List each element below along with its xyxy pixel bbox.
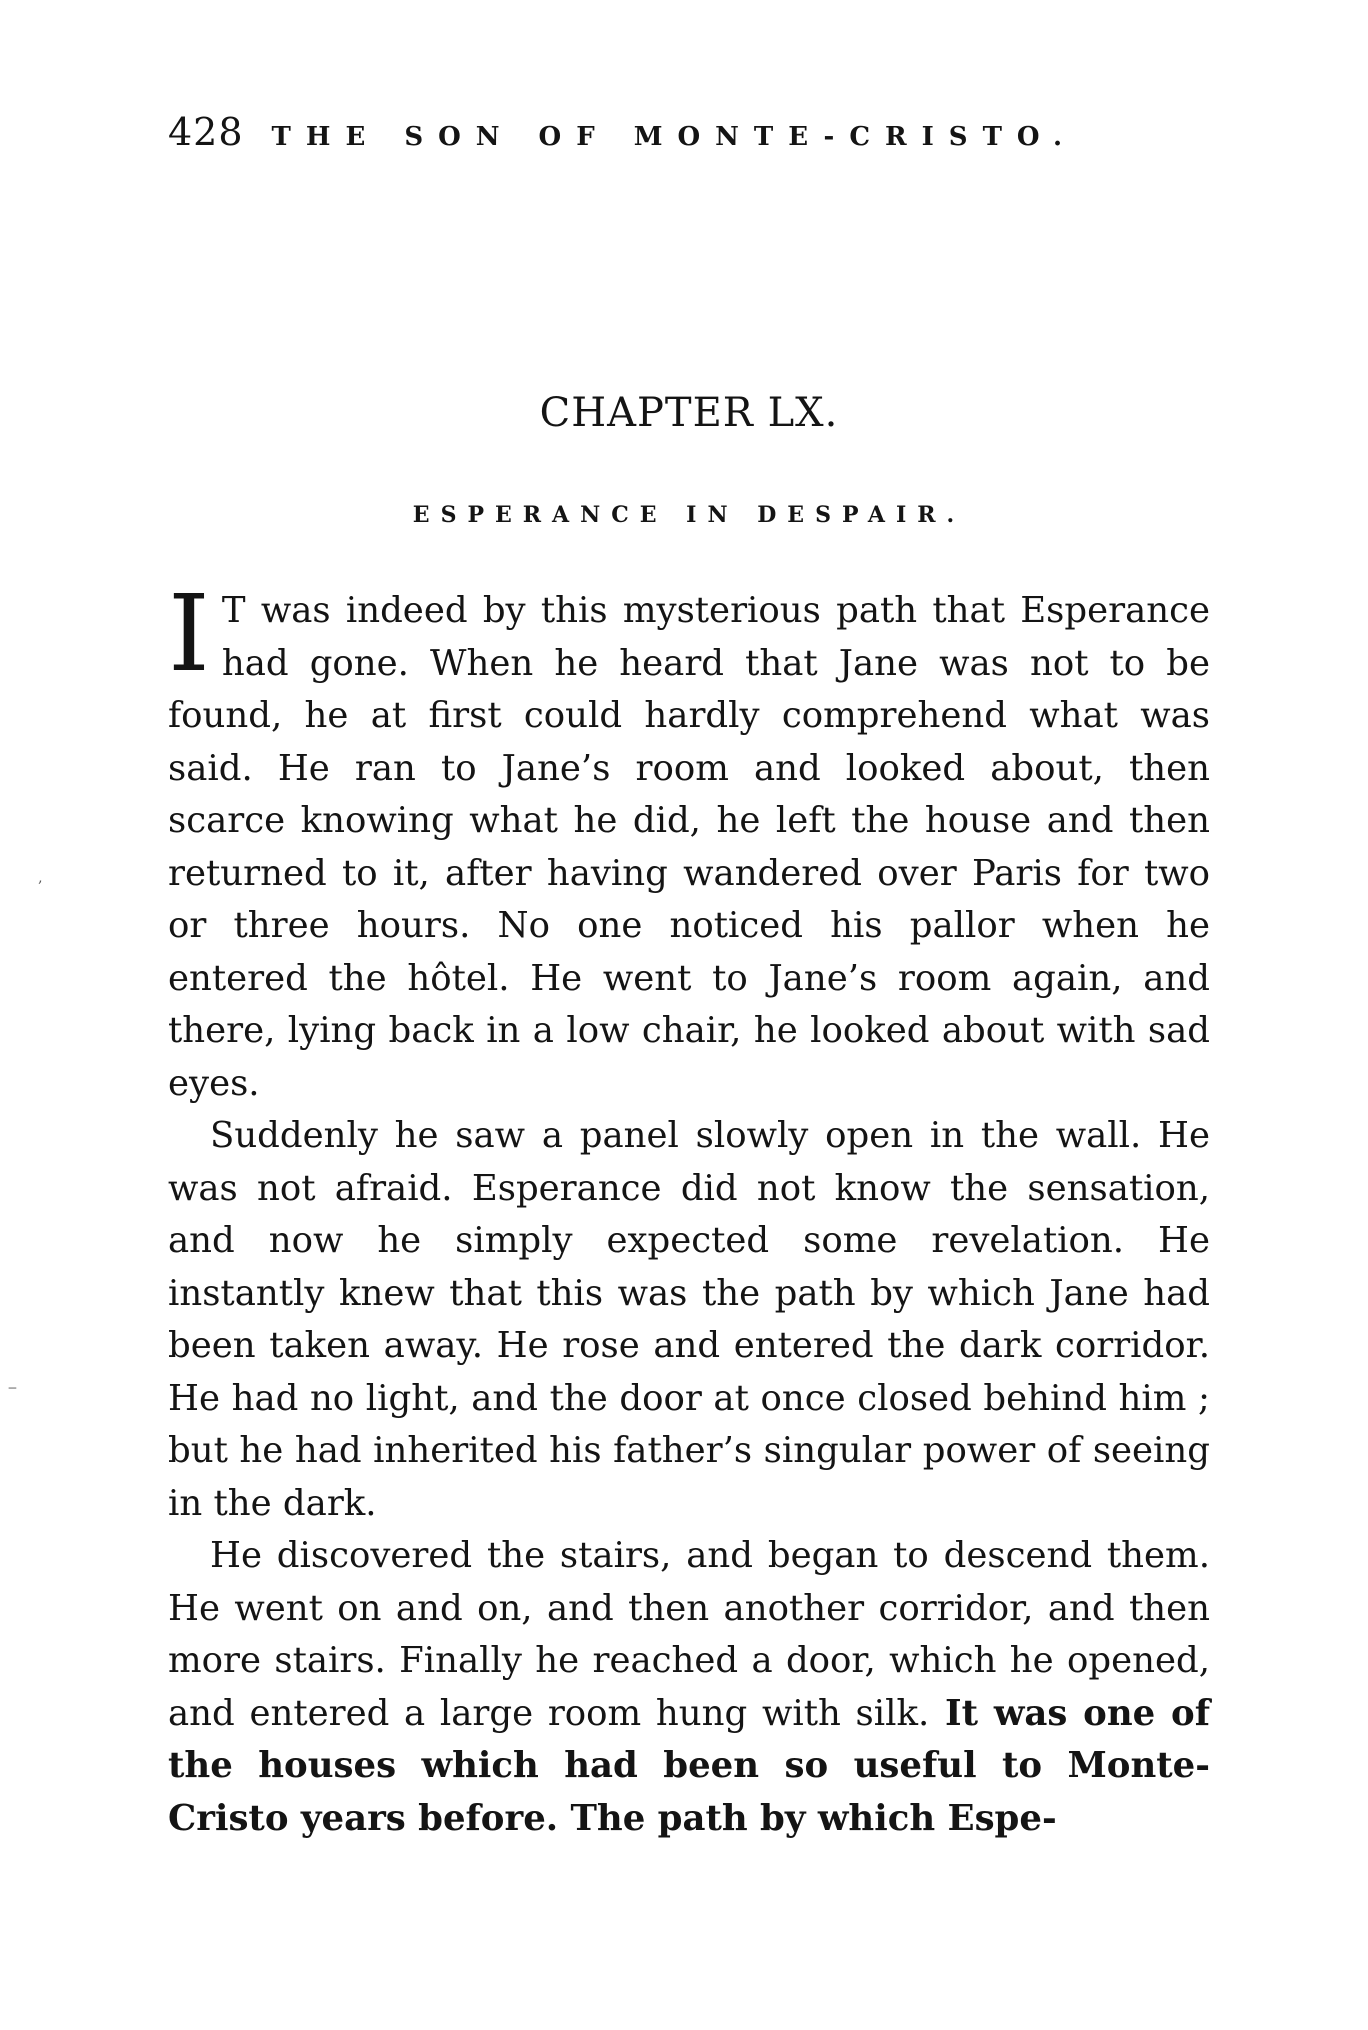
paragraph-3-bold-text: It was one of the houses which had been so useful to Monte-Cristo years before. The path by which Espe- [168,1692,1210,1839]
body-text [168,572,1210,1845]
chapter-title: CHAPTER LX. [539,390,839,436]
drop-cap: I [168,572,210,695]
paragraph-3-text: He discovered the stairs, and began to descend them. He went on and on, and then another corridor, and then more stairs. Finally he reached a door, which he opened, and entered a large room hung with silk. [168,1535,1210,1734]
paragraph-1 [168,572,1210,1110]
paragraph-1-text: T was indeed by this mysterious path that Esperance had gone. When he heard that Jane was not to be found, he at first could hardly comprehend what was said. He ran to Jane’s room and looked about, then scarce knowing what he did, he left the house and then returned to it, after having wandered over Paris for two or three hours. No one noticed his pallor when he entered the hôtel. He went to Jane’s room again, and there, lying back in a low chair, he looked about with sad eyes. [168,590,1210,1104]
running-head [168,110,1218,170]
paragraph-2-text: Suddenly he saw a panel slowly open in the wall. He was not afraid. Esperance did not know the sensation, and now he simply expected some revelation. He instantly knew that this was the path by which Jane had been taken away. He rose and entered the dark corridor. He had no light, and the door at once closed behind him ; but he had inherited his father’s singular power of seeing in the dark. [168,1115,1210,1524]
page-number: 428 [168,110,244,154]
running-title: THE SON OF MONTE-CRISTO. [271,122,1078,152]
chapter-subtitle: ESPERANCE IN DESPAIR. [412,502,966,528]
margin-speck: ‚ [38,870,43,886]
paragraph-2 [168,1110,1210,1530]
paragraph-3 [168,1530,1210,1845]
margin-speck: ‒ [8,1380,17,1396]
